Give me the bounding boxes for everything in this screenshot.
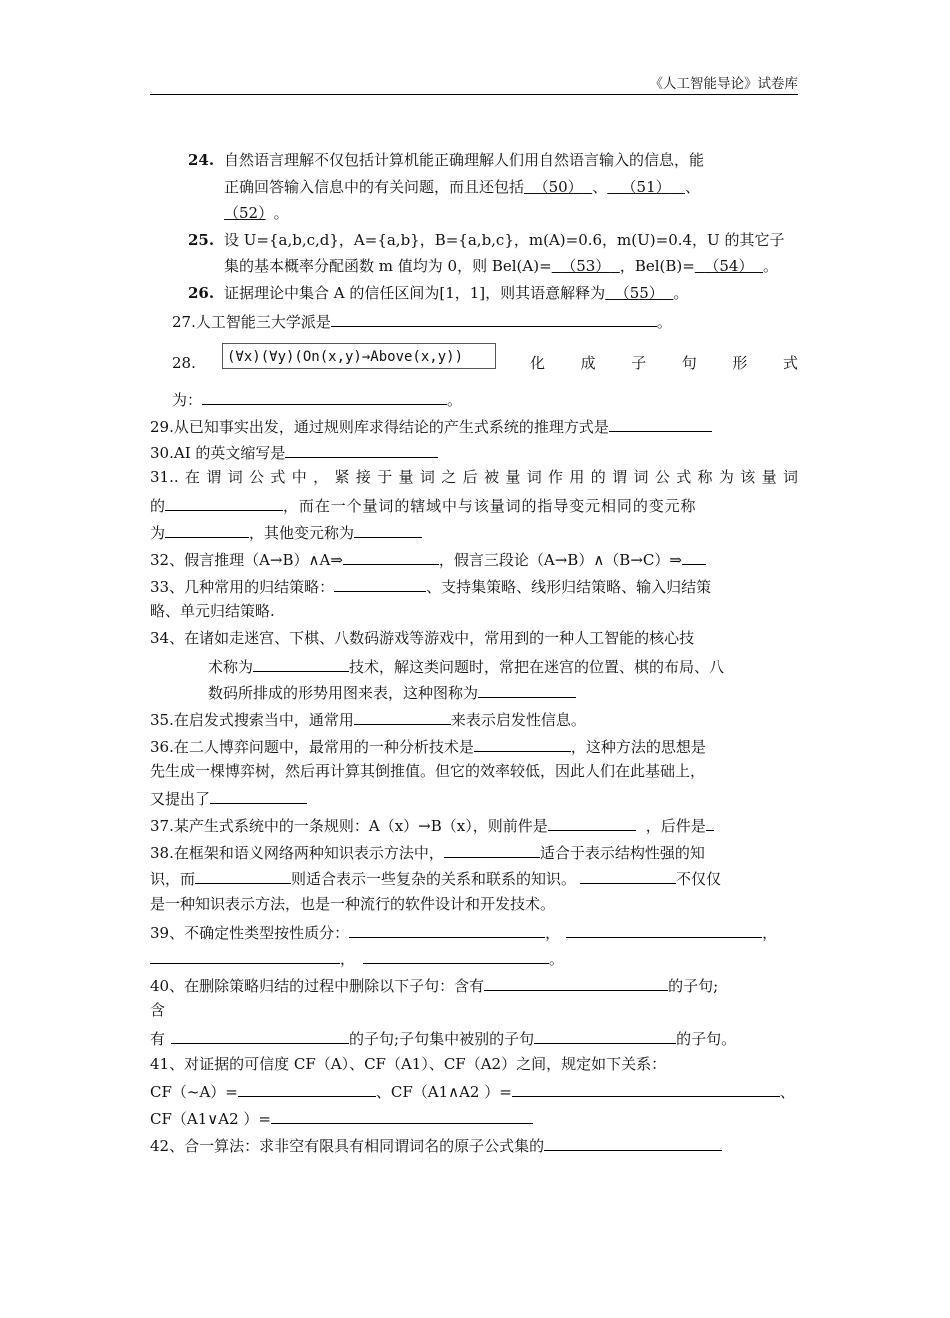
question-24 bbox=[188, 150, 704, 170]
question-text: 37.某产生式系统中的一条规则：A（x）→B（x），则前件是 bbox=[150, 817, 548, 835]
question-34-line3 bbox=[208, 681, 576, 703]
question-text: 的子句;子句集中被别的子句 bbox=[349, 1030, 535, 1048]
question-text: 适合于表示结构性强的知 bbox=[539, 844, 705, 862]
answer-blank[interactable] bbox=[444, 841, 540, 858]
answer-blank[interactable] bbox=[349, 921, 545, 938]
answer-blank[interactable] bbox=[171, 1027, 349, 1044]
separator: 、 bbox=[779, 1083, 795, 1101]
question-33-line2: 略、单元归结策略. bbox=[150, 602, 275, 620]
blank-51: （51） bbox=[621, 178, 671, 196]
question-text: 33、几种常用的归结策略： bbox=[150, 578, 335, 596]
question-38-line2 bbox=[150, 867, 721, 889]
question-text: ，其他变元称为 bbox=[249, 524, 355, 542]
question-31-line2 bbox=[150, 494, 798, 516]
question-41: 41、对证据的可信度 CF（A）、CF（A1）、CF（A2）之间，规定如下关系： bbox=[150, 1055, 667, 1073]
question-38 bbox=[150, 841, 705, 863]
question-33 bbox=[150, 575, 711, 597]
answer-blank[interactable] bbox=[609, 415, 712, 432]
separator: 、 bbox=[684, 178, 700, 196]
answer-blank[interactable] bbox=[165, 494, 283, 511]
question-text: 术称为 bbox=[208, 658, 254, 676]
question-text: 为： bbox=[172, 391, 203, 409]
answer-blank[interactable] bbox=[363, 947, 549, 964]
answer-blank[interactable] bbox=[512, 1080, 780, 1097]
period: 。 bbox=[656, 313, 672, 331]
separator: 、 bbox=[592, 178, 608, 196]
question-text: 36.在二人博弈问题中，最常用的一种分析技术是 bbox=[150, 738, 474, 756]
question-34: 34、在诸如走迷宫、下棋、八数码游戏等游戏中，常用到的一种人工智能的核心技 bbox=[150, 629, 695, 647]
question-text: 、支持集策略、线形归结策略、输入归结策 bbox=[426, 578, 712, 596]
question-text: ，假言三段论（A→B）∧（B→C）⇒ bbox=[438, 551, 682, 569]
question-text: 设 U={a,b,c,d}，A={a,b}，B={a,b,c}，m(A)=0.6，m(U)=0.4，U 的其它子 bbox=[224, 231, 785, 249]
answer-blank[interactable] bbox=[354, 521, 422, 538]
question-text: 32、假言推理（A→B）∧A⇒ bbox=[150, 551, 343, 569]
question-text: 又提出了 bbox=[150, 790, 211, 808]
question-text: 则适合表示一些复杂的关系和联系的知识。 bbox=[291, 870, 577, 888]
question-text: 30.AI 的英文缩写是 bbox=[150, 444, 286, 462]
question-text: 39、不确定性类型按性质分： bbox=[150, 924, 350, 942]
period: 。 bbox=[447, 391, 463, 409]
question-text: 来表示启发性信息。 bbox=[450, 711, 586, 729]
question-31: 31..在谓词公式中，紧接于量词之后被量词作用的谓词公式称为该量词 bbox=[150, 468, 798, 486]
question-text: 为 bbox=[150, 524, 166, 542]
question-24-line2 bbox=[224, 177, 700, 197]
question-text: CF（A1∨A2 ）= bbox=[150, 1110, 271, 1128]
question-24-line3 bbox=[224, 203, 289, 223]
question-text: 有 bbox=[150, 1030, 166, 1048]
question-text: 的子句; bbox=[668, 977, 719, 995]
period: 。 bbox=[273, 204, 289, 222]
question-39-line2 bbox=[150, 947, 564, 969]
answer-blank[interactable] bbox=[238, 1080, 376, 1097]
question-36 bbox=[150, 735, 706, 757]
answer-blank[interactable] bbox=[484, 974, 668, 991]
question-38-line3: 是一种知识表示方法，也是一种流行的软件设计和开发技术。 bbox=[150, 895, 556, 913]
answer-blank[interactable] bbox=[474, 735, 571, 752]
question-28-line2 bbox=[172, 388, 462, 410]
question-40 bbox=[150, 974, 718, 996]
question-34-line2 bbox=[208, 655, 724, 677]
question-text: 的 bbox=[150, 497, 166, 515]
question-text: 27.人工智能三大学派是 bbox=[172, 313, 331, 331]
answer-blank[interactable] bbox=[548, 814, 636, 831]
answer-blank[interactable] bbox=[210, 787, 307, 804]
question-number: 26. bbox=[188, 284, 215, 302]
blank-55: （55） bbox=[614, 284, 664, 302]
formula-image: (∀x)(∀y)(On(x,y)→Above(x,y)) bbox=[222, 343, 496, 369]
answer-blank[interactable] bbox=[150, 947, 340, 964]
answer-blank[interactable] bbox=[580, 867, 676, 884]
question-text: 、CF（A1∧A2 ）= bbox=[375, 1083, 512, 1101]
answer-blank[interactable] bbox=[165, 521, 249, 538]
page-header: 《人工智能导论》试卷库 bbox=[150, 74, 798, 95]
question-text: 不仅仅 bbox=[676, 870, 722, 888]
question-28-tail: 化成子句形式 bbox=[530, 354, 798, 372]
question-39 bbox=[150, 921, 777, 943]
question-number: 25. bbox=[188, 231, 215, 249]
question-41-line2 bbox=[150, 1080, 795, 1102]
blank-53: （53） bbox=[561, 257, 611, 275]
question-26 bbox=[188, 283, 688, 303]
question-30 bbox=[150, 441, 438, 463]
question-text: 识，而 bbox=[150, 870, 196, 888]
question-text: ，这种方法的思想是 bbox=[570, 738, 706, 756]
question-25-line2 bbox=[224, 256, 778, 276]
answer-blank[interactable] bbox=[271, 1107, 533, 1124]
question-text: 数码所排成的形势用图来表，这种图称为 bbox=[208, 684, 479, 702]
question-text: CF（~A）= bbox=[150, 1083, 238, 1101]
question-text: ，Bel(B)= bbox=[619, 257, 695, 275]
question-text: 技术，解这类问题时，常把在迷宫的位置、棋的布局、八 bbox=[349, 658, 725, 676]
question-text: 29.从已知事实出发，通过规则库求得结论的产生式系统的推理方式是 bbox=[150, 418, 609, 436]
separator: ， bbox=[340, 950, 356, 968]
question-27 bbox=[172, 310, 672, 332]
answer-blank[interactable] bbox=[331, 310, 657, 327]
answer-blank[interactable] bbox=[195, 867, 291, 884]
question-28-number: 28. bbox=[172, 354, 196, 372]
question-text: ，后件是 bbox=[645, 817, 706, 835]
question-37 bbox=[150, 814, 714, 836]
answer-blank[interactable] bbox=[343, 548, 439, 565]
answer-blank[interactable] bbox=[682, 548, 706, 565]
question-text: 35.在启发式搜索当中，通常用 bbox=[150, 711, 354, 729]
answer-blank[interactable] bbox=[566, 921, 762, 938]
answer-blank[interactable] bbox=[478, 681, 576, 698]
period: 。 bbox=[763, 257, 779, 275]
answer-blank[interactable] bbox=[534, 1027, 676, 1044]
question-text: 证据理论中集合 A 的信任区间为[1，1]，则其语意解释为 bbox=[224, 284, 606, 302]
question-40-line2: 含 bbox=[150, 1001, 166, 1019]
blank-52: （52） bbox=[224, 204, 266, 222]
question-41-line3 bbox=[150, 1107, 533, 1129]
question-40-line3 bbox=[150, 1027, 736, 1049]
question-36-line3 bbox=[150, 787, 307, 809]
question-32 bbox=[150, 548, 706, 570]
question-text: ，而在一个量词的辖域中与该量词的指导变元相同的变元称 bbox=[283, 497, 697, 515]
answer-blank[interactable] bbox=[202, 388, 447, 405]
separator: ， bbox=[545, 924, 561, 942]
answer-blank[interactable] bbox=[253, 655, 349, 672]
question-text: 40、在删除策略归结的过程中删除以下子句：含有 bbox=[150, 977, 485, 995]
blank-50: （50） bbox=[533, 178, 583, 196]
answer-blank[interactable] bbox=[285, 441, 438, 458]
question-text: 38.在框架和语义网络两种知识表示方法中， bbox=[150, 844, 444, 862]
answer-blank[interactable] bbox=[544, 1134, 722, 1151]
blank-54: （54） bbox=[704, 257, 754, 275]
question-text: 的子句。 bbox=[676, 1030, 737, 1048]
question-text: 自然语言理解不仅包括计算机能正确理解人们用自然语言输入的信息，能 bbox=[224, 151, 705, 169]
question-29 bbox=[150, 415, 712, 437]
answer-blank[interactable] bbox=[706, 814, 714, 831]
question-25 bbox=[188, 230, 784, 250]
answer-blank[interactable] bbox=[334, 575, 426, 592]
separator: ， bbox=[762, 924, 778, 942]
period: 。 bbox=[673, 284, 689, 302]
question-number: 24. bbox=[188, 151, 215, 169]
question-36-line2: 先生成一棵博弈树，然后再计算其倒推值。但它的效率较低，因此人们在此基础上， bbox=[150, 762, 706, 780]
question-35 bbox=[150, 708, 586, 730]
answer-blank[interactable] bbox=[354, 708, 451, 725]
question-text: 42、合一算法：求非空有限具有相同谓词名的原子公式集的 bbox=[150, 1137, 545, 1155]
question-text: 集的基本概率分配函数 m 值均为 0，则 Bel(A)= bbox=[224, 257, 552, 275]
question-42 bbox=[150, 1134, 722, 1156]
question-31-line3 bbox=[150, 521, 422, 543]
question-text: 正确回答输入信息中的有关问题，而且还包括 bbox=[224, 178, 525, 196]
period: 。 bbox=[549, 950, 565, 968]
